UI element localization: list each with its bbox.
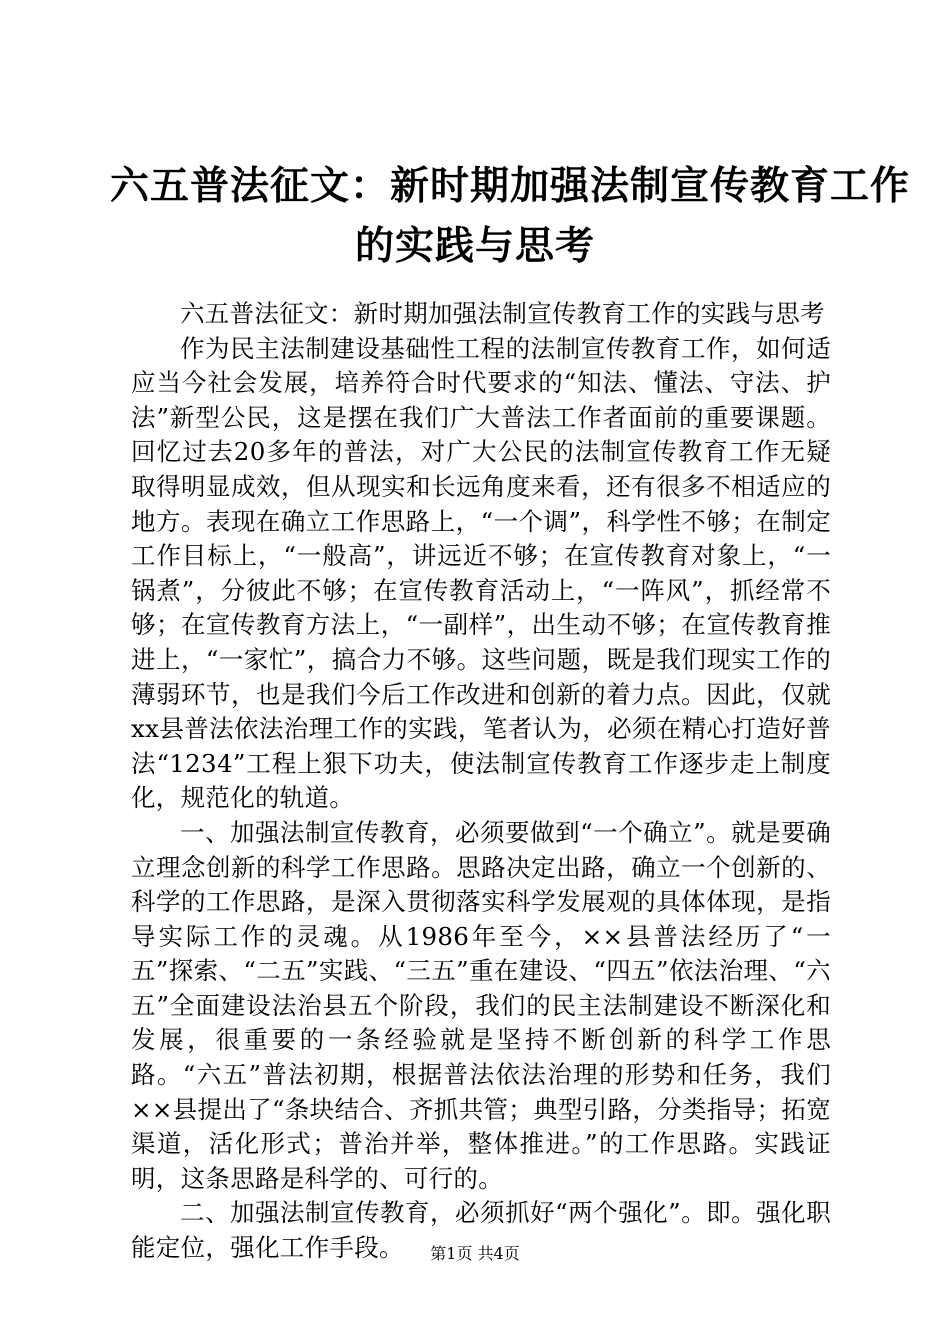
document-body (131, 297, 831, 1266)
paragraph-section-2: 二、加强法制宣传教育，必须抓好“两个强化”。即。强化职能定位，强化工作手段。 (131, 1198, 831, 1263)
paragraph-heading-repeat: 六五普法征文：新时期加强法制宣传教育工作的实践与思考 (180, 299, 825, 328)
document-title-line-1: 六五普法征文：新时期加强法制宣传教育工作 (110, 163, 911, 209)
page-footer: 第1页 共4页 (430, 1244, 520, 1263)
paragraph-section-1: 一、加强法制宣传教育，必须要做到“一个确立”。就是要确立理念创新的科学工作思路。思路决定出路，确立一个创新的、科学的工作思路，是深入贯彻落实科学发展观的具体体现，是指导实际工作的灵魂。从1986年至今，××县普法经历了“一五”探索、“二五”实践、“三五”重在建设、“四五”依法治理、“六五”全面建设法治县五个阶段，我们的民主法制建设不断深化和发展，很重要的一条经验就是坚持不断创新的科学工作思路。“六五”普法初期，根据普法依法治理的形势和任务，我们××县提出了“条块结合、齐抓共管；典型引路，分类指导；拓宽渠道，活化形式；普治并举，整体推进。”的工作思路。实践证明，这条思路是科学的、可行的。 (131, 817, 832, 1193)
document-title-line-2: 的实践与思考 (354, 223, 595, 269)
paragraph-intro: 作为民主法制建设基础性工程的法制宣传教育工作，如何适应当今社会发展，培养符合时代要求的“知法、懂法、守法、护法”新型公民，这是摆在我们广大普法工作者面前的重要课题。回忆过去20多年的普法，对广大公民的法制宣传教育工作无疑取得明显成效，但从现实和长远角度来看，还有很多不相适应的地方。表现在确立工作思路上，“一个调”，科学性不够；在制定工作目标上，“一般高”，讲远近不够；在宣传教育对象上，“一锅煮”，分彼此不够；在宣传教育活动上，“一阵风”，抓经常不够；在宣传教育方法上，“一副样”，出生动不够；在宣传教育推进上，“一家忙”，搞合力不够。这些问题，既是我们现实工作的薄弱环节，也是我们今后工作改进和创新的着力点。因此，仅就xx县普法依法治理工作的实践，笔者认为，必须在精心打造好普法“1234”工程上狠下功夫，使法制宣传教育工作逐步走上制度化，规范化的轨道。 (131, 333, 832, 813)
